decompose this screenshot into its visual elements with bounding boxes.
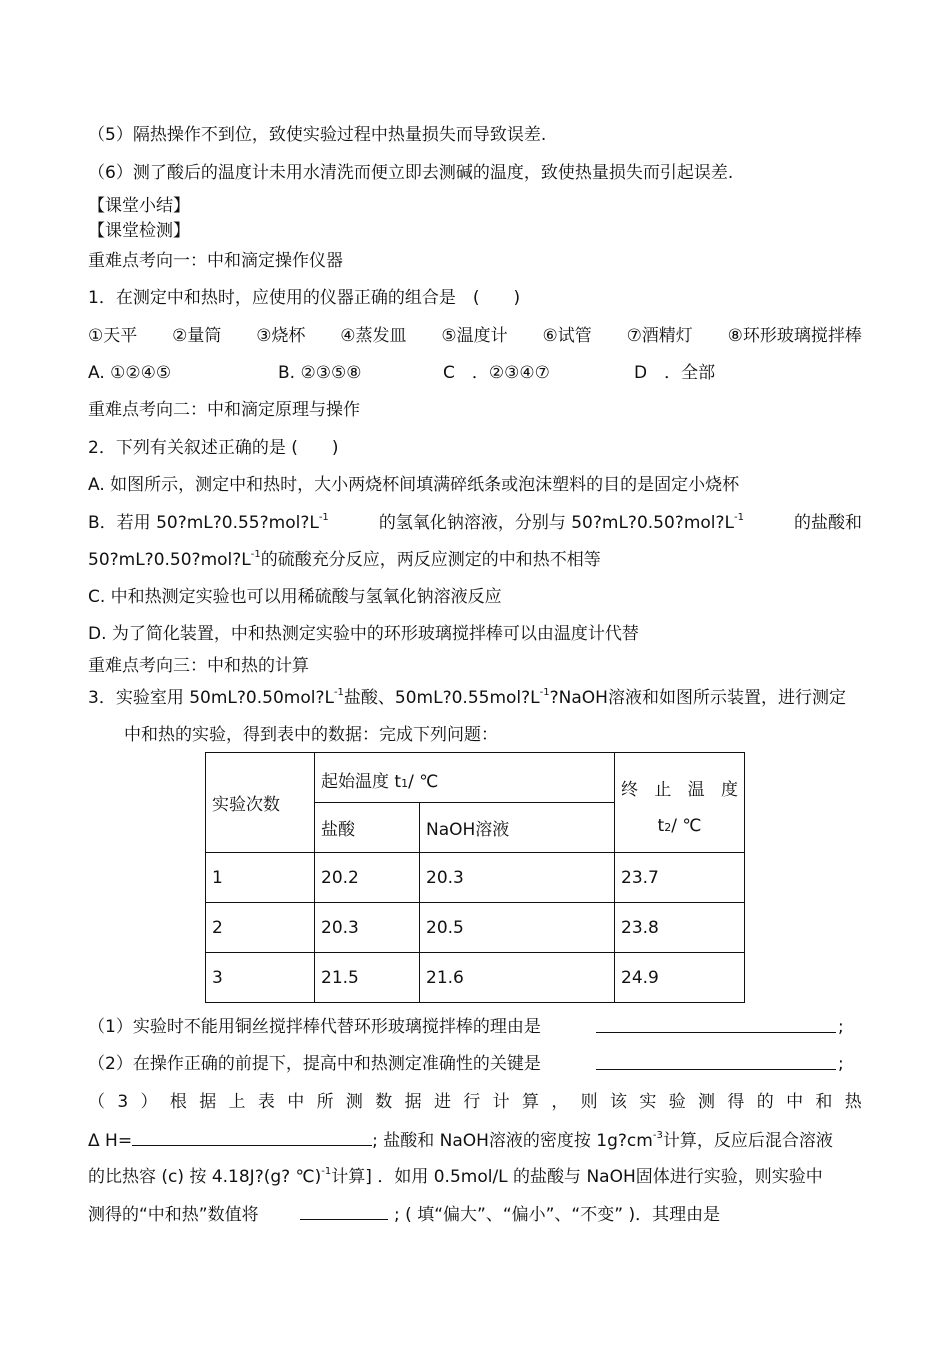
- text-span: / ℃: [671, 816, 702, 836]
- text-span: ?NaOH溶液和如图所示装置，进行测定: [549, 688, 846, 708]
- text-span: 的: [756, 1092, 774, 1112]
- list-item: ②量筒: [172, 326, 222, 346]
- text-span: 该: [610, 1092, 628, 1112]
- option-d: D. 为了简化装置，中和热测定实验中的环形玻璃搅拌棒可以由温度计代替: [88, 624, 639, 644]
- text-span: 计算，反应后混合溶液: [662, 1131, 833, 1151]
- topic-heading: 重难点考向二：中和滴定原理与操作: [88, 400, 360, 420]
- table-cell: 23.7: [615, 853, 745, 903]
- question-1-items: [88, 325, 862, 347]
- text-span: 实: [639, 1092, 657, 1112]
- text-span: ;: [838, 1017, 844, 1037]
- text-span: 3: [117, 1092, 129, 1112]
- text-span: 根: [169, 1092, 187, 1112]
- topic-heading: 重难点考向三：中和热的计算: [88, 656, 309, 676]
- answer-blank[interactable]: [300, 1203, 388, 1220]
- table-cell: 21.6: [420, 953, 615, 1003]
- table-cell: 1: [206, 853, 315, 903]
- text-span: 中: [287, 1092, 305, 1112]
- text-span: 则: [580, 1092, 598, 1112]
- list-item: ①天平: [88, 326, 138, 346]
- text-span: 中: [786, 1092, 804, 1112]
- superscript: -1: [321, 1166, 332, 1177]
- option-b-cont: [88, 549, 601, 574]
- list-item: ⑤温度计: [441, 326, 508, 346]
- text-span: 表: [257, 1092, 275, 1112]
- text-span: 算: [521, 1092, 539, 1112]
- text-span: 所: [316, 1092, 334, 1112]
- table-row: [206, 953, 745, 1003]
- data-table: [205, 752, 745, 1003]
- text-span: 50?mL?0.50?mol?L: [88, 550, 251, 570]
- superscript: -1: [250, 549, 261, 560]
- text-span: 热: [844, 1092, 862, 1112]
- list-item: ⑦酒精灯: [626, 326, 693, 346]
- text-span: ，: [551, 1092, 569, 1112]
- text-span: 据: [199, 1092, 217, 1112]
- table-cell: 21.5: [315, 953, 420, 1003]
- option-b: B. ②③⑤⑧: [278, 363, 362, 383]
- text-span: 数: [375, 1092, 393, 1112]
- text-span: 据: [404, 1092, 422, 1112]
- topic-heading: 重难点考向一：中和滴定操作仪器: [88, 251, 343, 271]
- header-text: [621, 775, 738, 800]
- text-span: 盐酸、50mL?0.55mol?L: [343, 688, 540, 708]
- text-span: 测: [345, 1092, 363, 1112]
- text-span: 3．实验室用 50mL?0.50mol?L: [88, 688, 334, 708]
- table-cell: 2: [206, 903, 315, 953]
- superscript: -1: [539, 687, 550, 698]
- text-span: 验: [668, 1092, 686, 1112]
- text-span: 计: [492, 1092, 510, 1112]
- part-3-line-3: [88, 1166, 823, 1191]
- text-span: 测得的“中和热”数值将: [88, 1205, 259, 1225]
- option-c: C ．②③④⑦: [443, 363, 550, 383]
- superscript: -3: [652, 1130, 663, 1141]
- text-span: 得: [727, 1092, 745, 1112]
- text-span: 度: [720, 780, 738, 800]
- header-cell: [315, 753, 615, 803]
- text-span: （1）实验时不能用铜丝搅拌棒代替环形玻璃搅拌棒的理由是: [88, 1017, 541, 1037]
- text-span: 的盐酸和: [794, 513, 862, 533]
- section-heading-summary: 【课堂小结】: [88, 196, 190, 216]
- part-1: [88, 1016, 844, 1038]
- text-span: ; 盐酸和 NaOH溶液的密度按 1g?cm: [372, 1131, 653, 1151]
- text-span: 的硫酸充分反应，两反应测定的中和热不相等: [260, 550, 601, 570]
- text-span: 温: [687, 780, 705, 800]
- part-3-line-2: [88, 1129, 833, 1155]
- question-1: 1．在测定中和热时，应使用的仪器正确的组合是 ( ): [88, 288, 521, 308]
- answer-blank[interactable]: [596, 1016, 836, 1033]
- text-span: B．若用 50?mL?0.55?mol?L: [88, 513, 319, 533]
- text-span: / ℃: [408, 772, 439, 792]
- text-span: 止: [654, 780, 672, 800]
- text-span: 行: [463, 1092, 481, 1112]
- table-cell: 3: [206, 953, 315, 1003]
- text-span: （2）在操作正确的前提下，提高中和热测定准确性的关键是: [88, 1054, 541, 1074]
- text-span: 计算] ．如用 0.5mol/L 的盐酸与 NaOH固体进行实验，则实验中: [331, 1167, 823, 1187]
- table-cell: 23.8: [615, 903, 745, 953]
- list-item: ⑥试管: [542, 326, 592, 346]
- text-span: Δ H=: [88, 1131, 133, 1151]
- text-span: 进: [433, 1092, 451, 1112]
- text-span: ; ( 填“偏大”、“偏小”、“不变” )．其理由是: [394, 1205, 721, 1225]
- text-span: 的氢氧化钠溶液，分别与 50?mL?0.50?mol?L: [378, 513, 734, 533]
- table-row: [206, 853, 745, 903]
- text-span: t: [657, 816, 665, 836]
- header-cell: 盐酸: [315, 803, 420, 853]
- header-cell: [615, 753, 745, 853]
- section-heading-check: 【课堂检测】: [88, 221, 190, 241]
- header-text: [621, 816, 738, 836]
- text-span: （: [88, 1092, 105, 1112]
- answer-blank[interactable]: [596, 1053, 836, 1070]
- list-item: ③烧杯: [256, 326, 306, 346]
- subscript: 2: [664, 821, 672, 834]
- table-cell: 20.3: [315, 903, 420, 953]
- option-d: D ．全部: [634, 363, 716, 383]
- subscript: 1: [401, 777, 409, 790]
- table-cell: 20.2: [315, 853, 420, 903]
- text-span: 和: [815, 1092, 833, 1112]
- superscript: -1: [318, 512, 329, 523]
- part-3: [88, 1091, 862, 1113]
- option-c: C. 中和热测定实验也可以用稀硫酸与氢氧化钠溶液反应: [88, 587, 502, 607]
- text-span: ;: [838, 1054, 844, 1074]
- option-a: A. 如图所示，测定中和热时，大小两烧杯间填满碎纸条或泡沫塑料的目的是固定小烧杯: [88, 475, 740, 495]
- table-cell: 24.9: [615, 953, 745, 1003]
- superscript: -1: [333, 687, 344, 698]
- text-span: 上: [228, 1092, 246, 1112]
- text-span: ）: [140, 1092, 158, 1112]
- part-2: [88, 1053, 844, 1075]
- question-3-cont: 中和热的实验，得到表中的数据：完成下列问题：: [124, 725, 498, 745]
- text-span: 终: [621, 780, 638, 800]
- text-line: （6）测了酸后的温度计未用水清洗而便立即去测碱的温度，致使热量损失而引起误差.: [88, 163, 734, 183]
- text-span: 测: [698, 1092, 716, 1112]
- table-cell: 20.3: [420, 853, 615, 903]
- table-cell: 20.5: [420, 903, 615, 953]
- table-row: [206, 903, 745, 953]
- header-cell: 实验次数: [206, 753, 315, 853]
- option-a: A. ①②④⑤: [88, 363, 172, 383]
- text-span: 的比热容 (c) 按 4.18J?(g? ℃): [88, 1167, 322, 1187]
- option-b: [88, 512, 862, 537]
- text-line: （5）隔热操作不到位，致使实验过程中热量损失而导致误差.: [88, 125, 547, 145]
- list-item: ④蒸发皿: [340, 326, 407, 346]
- header-cell: NaOH溶液: [420, 803, 615, 853]
- superscript: -1: [734, 512, 744, 523]
- question-3: [88, 687, 846, 712]
- answer-blank[interactable]: [132, 1129, 372, 1146]
- text-span: 起始温度 t: [321, 772, 402, 792]
- list-item: ⑧环形玻璃搅拌棒: [727, 326, 862, 346]
- question-2: 2．下列有关叙述正确的是 ( ): [88, 438, 339, 458]
- part-3-line-4: [88, 1203, 720, 1226]
